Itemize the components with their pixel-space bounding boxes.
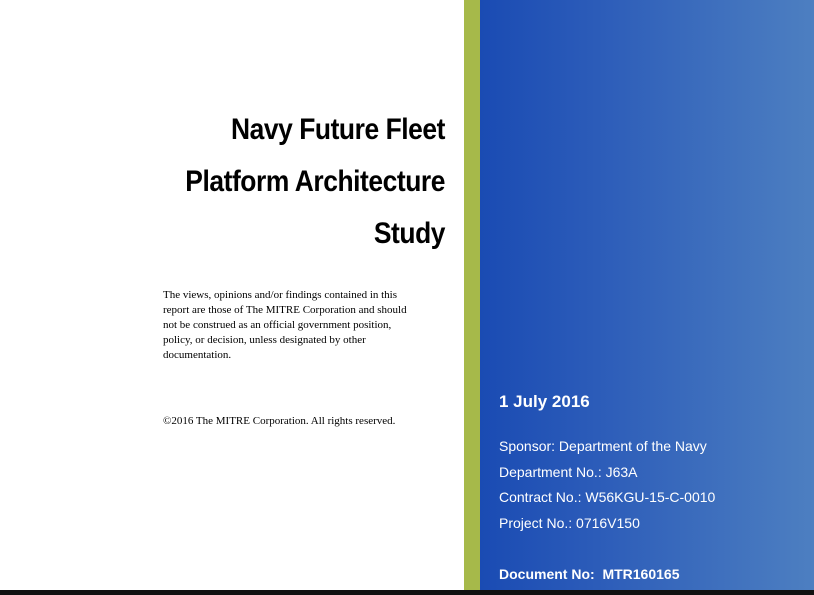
disclaimer-line: not be construed as an official government position, [163,319,392,331]
document-title [146,104,445,260]
project-number: Project No.: 0716V150 [499,514,640,531]
disclaimer-text [163,288,453,363]
title-line-3: Study [373,217,445,250]
department-number: Department No.: J63A [499,463,638,480]
bottom-border [0,590,814,595]
sponsor-line: Sponsor: Department of the Navy [499,438,707,454]
disclaimer-line: policy, or decision, unless designated by other [163,334,366,346]
document-details [499,436,715,538]
copyright-notice: ©2016 The MITRE Corporation. All rights reserved. [163,415,396,427]
title-line-1: Navy Future Fleet [230,113,445,146]
title-line-2: Platform Architecture [185,165,446,198]
disclaimer-line: report are those of The MITRE Corporation and should [163,304,407,316]
contract-number: Contract No.: W56KGU-15-C-0010 [499,489,716,505]
document-number: Document No: MTR160165 [499,566,680,582]
disclaimer-line: documentation. [163,349,232,361]
green-accent-bar [464,0,480,590]
disclaimer-line: The views, opinions and/or findings contained in this [163,289,398,301]
publication-date: 1 July 2016 [499,392,590,411]
